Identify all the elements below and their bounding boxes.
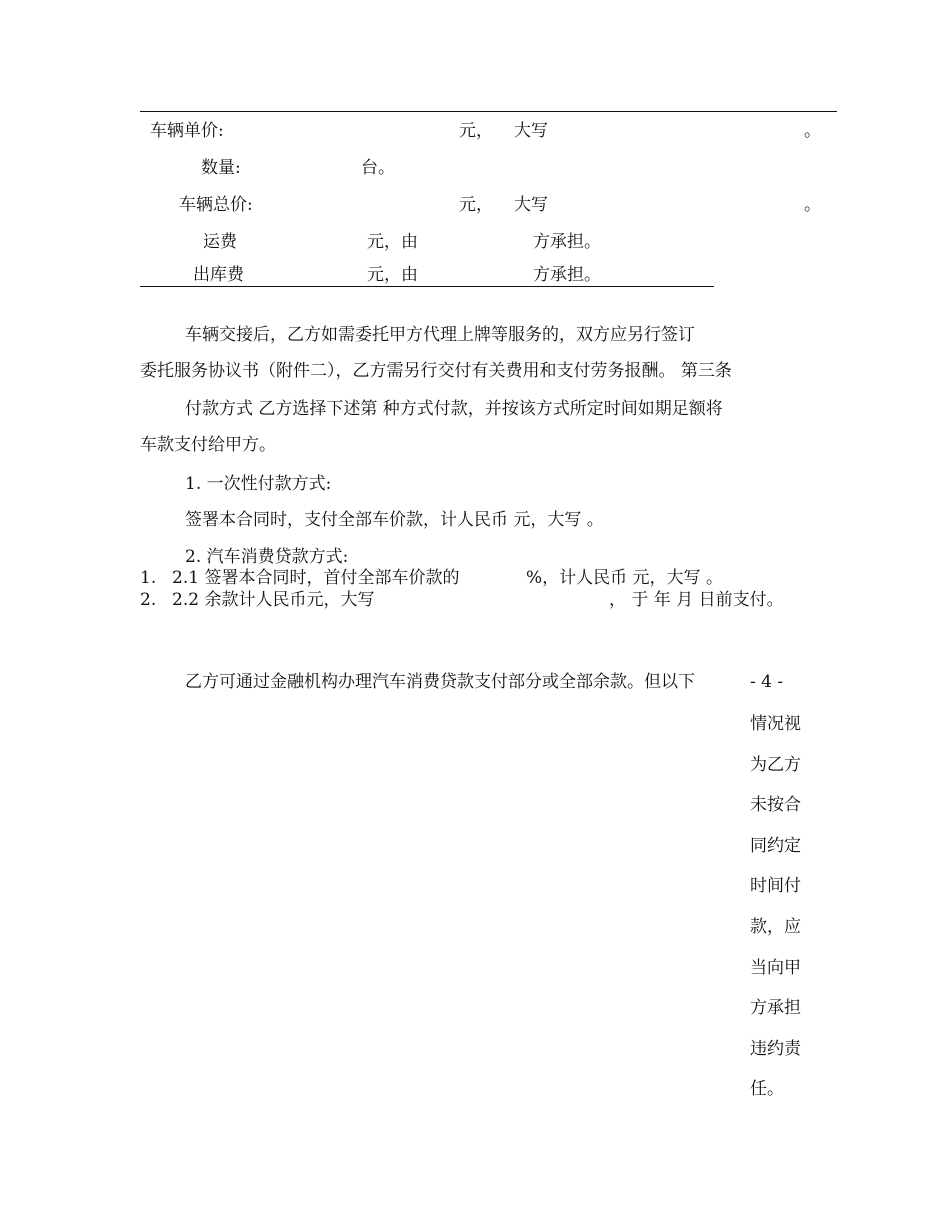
total-price-currency: 元， [459, 195, 493, 215]
outbound-fee-currency: 元，由 [367, 265, 418, 285]
vertical-line: 任。 [750, 1079, 784, 1100]
vertical-line: 款，应 [750, 916, 801, 937]
option-2-1-tail: %，计人民币 元，大写 。 [526, 568, 723, 588]
option-1-title: 1. 一次性付款方式: [185, 474, 332, 494]
vertical-line: 方承担 [750, 998, 801, 1019]
option-1-text: 签署本合同时，支付全部车价款，计人民币 元，大写 。 [185, 510, 604, 530]
page-number: - 4 - [750, 672, 784, 692]
option-2-title: 2. 汽车消费贷款方式: [185, 547, 349, 567]
freight-bearer: 方承担。 [533, 232, 601, 252]
table-top-rule [140, 111, 837, 112]
freight-label: 运费 [203, 232, 237, 252]
unit-price-end: 。 [804, 121, 821, 141]
outbound-fee-bearer: 方承担。 [533, 265, 601, 285]
delivery-paragraph-line-2: 委托服务协议书（附件二），乙方需另行交付有关费用和支付劳务报酬。 第三条 [140, 361, 732, 381]
vertical-line: 时间付 [750, 876, 801, 897]
vertical-line: 为乙方 [750, 754, 801, 775]
delivery-paragraph-line-1: 车辆交接后，乙方如需委托甲方代理上牌等服务的，双方应另行签订 [185, 325, 695, 345]
vertical-line: 违约责 [750, 1038, 801, 1059]
option-2-2-number: 2. [140, 590, 157, 610]
quantity-label: 数量: [201, 158, 241, 178]
vertical-text-column [750, 714, 810, 1120]
total-price-label: 车辆总价: [179, 195, 253, 215]
payment-paragraph-line-2: 车款支付给甲方。 [140, 435, 276, 455]
vertical-line: 同约定 [750, 835, 801, 856]
total-price-end: 。 [804, 195, 821, 215]
vertical-line: 未按合 [750, 795, 801, 816]
vertical-line: 情况视 [750, 714, 801, 734]
unit-price-currency: 元， [459, 121, 493, 141]
option-2-1-number: 1. [140, 568, 157, 588]
option-2-1-text: 2.1 签署本合同时，首付全部车价款的 [172, 568, 460, 588]
payment-paragraph-line-1: 付款方式 乙方选择下述第 种方式付款，并按该方式所定时间如期足额将 [185, 399, 723, 419]
finance-note: 乙方可通过金融机构办理汽车消费贷款支付部分或全部余款。但以下 [185, 672, 695, 692]
option-2-2-tail: ， 于 年 月 日前支付。 [609, 590, 784, 610]
unit-price-label: 车辆单价: [150, 121, 224, 141]
option-2-2-text: 2.2 余款计人民币元，大写 [172, 590, 375, 610]
total-price-capital: 大写 [514, 195, 548, 215]
table-bottom-rule [140, 286, 714, 287]
unit-price-capital: 大写 [514, 121, 548, 141]
outbound-fee-label: 出库费 [193, 265, 244, 285]
quantity-unit: 台。 [361, 158, 395, 178]
freight-currency: 元，由 [367, 232, 418, 252]
vertical-line: 当向甲 [750, 957, 801, 978]
